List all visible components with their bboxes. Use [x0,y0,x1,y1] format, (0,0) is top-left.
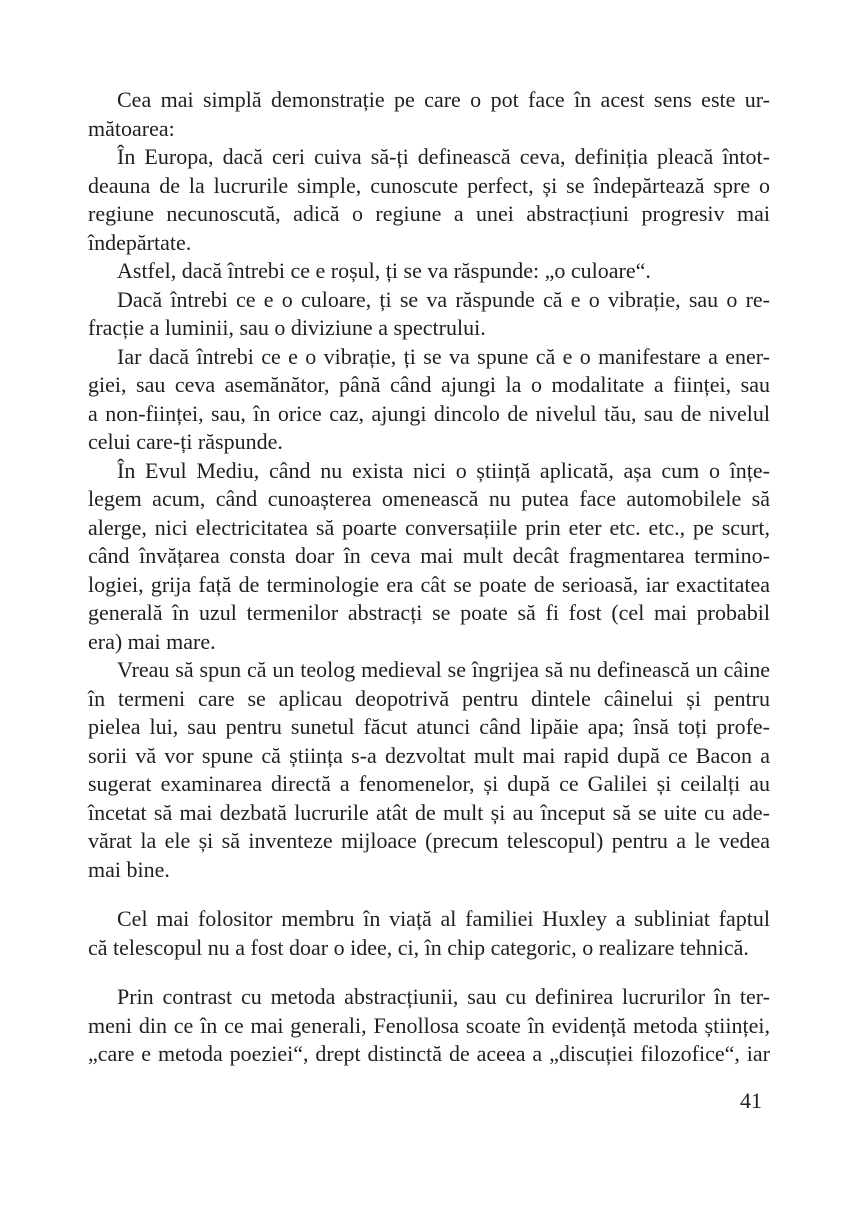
paragraph [88,343,770,457]
text-line: Vreau să spun că un teolog medieval se îngrijea să nu definească un câine [117,657,770,682]
text-line: regiune necunoscută, adică o regiune a unei abstracțiuni progresiv mai [88,201,770,226]
text-line: Dacă întrebi ce e o culoare, ți se va răspunde că e o vibrație, sau o re- [117,286,770,312]
text-line: mătoarea: [88,115,175,141]
text-line: sugerat examinarea directă a fenomenelor, și după ce Galilei și ceilalți au [88,771,770,796]
text-line: giei, sau ceva asemănător, până când ajungi la o modalitate a ființei, sau [88,372,770,397]
text-line: a non-ființei, sau, în orice caz, ajungi dincolo de nivelul tău, sau de nivelul [88,400,770,426]
text-line: când învățarea consta doar în ceva mai mult decât fragmentarea termino- [88,543,770,568]
paragraph [88,457,770,657]
text-line: Astfel, dacă întrebi ce e roșul, ți se va răspunde: „o culoare“. [117,258,651,283]
text-line: pielea lui, sau pentru sunetul făcut atunci când lipăie apa; însă toți profe- [88,714,770,739]
text-line: În Evul Mediu, când nu exista nici o știință aplicată, așa cum o înțe- [117,457,770,483]
text-line: În Europa, dacă ceri cuiva să-ți definească ceva, definiția pleacă întot- [117,144,770,169]
text-line: sorii vă vor spune că știința s-a dezvoltat mult mai rapid după ce Bacon a [88,742,770,768]
text-line: mai bine. [88,856,170,882]
text-line: în termeni care se aplicau deopotrivă pentru dintele câinelui și pentru [88,685,770,711]
text-line: logiei, grija față de terminologie era cât se poate de serioasă, iar exactitatea [88,571,770,597]
paragraph [88,143,770,257]
paragraph [88,656,770,884]
paragraph [88,905,770,962]
paragraph [88,257,770,286]
text-line: celui care-ți răspunde. [88,429,283,454]
text-line: Iar dacă întrebi ce e o vibrație, ți se va spune că e o manifestare a ener- [117,343,770,369]
page-number: 41 [740,1088,762,1113]
text-line: Cea mai simplă demonstrație pe care o pot face în acest sens este ur- [117,87,770,112]
text-line: vărat la ele și să inventeze mijloace (precum telescopul) pentru a le vedea [88,828,770,853]
text-line: legem acum, când cunoașterea omenească nu putea face automobilele să [88,486,770,511]
text-line: „care e metoda poeziei“, drept distinctă de aceea a „discuției filozofice“, iar [88,1041,770,1066]
text-line: Cel mai folositor membru în viață al familiei Huxley a subliniat faptul [117,906,770,931]
text-line: fracție a luminii, sau o diviziune a spectrului. [88,315,486,340]
paragraph [88,86,770,143]
text-line: că telescopul nu a fost doar o idee, ci, în chip categoric, o realizare tehnică. [88,934,749,960]
paragraph [88,286,770,343]
text-line: meni din ce în ce mai generali, Fenollosa scoate în evidență metoda științei, [88,1012,770,1038]
paragraph [88,983,770,1069]
text-line: alerge, nici electricitatea să poarte conversațiile prin eter etc. etc., pe scurt, [88,514,770,540]
text-line: Prin contrast cu metoda abstracțiunii, sau cu definirea lucrurilor în ter- [117,984,770,1009]
text-line: încetat să mai dezbată lucrurile atât de mult și au început să se uite cu ade- [88,799,770,825]
text-line: generală în uzul termenilor abstracți se poate să fi fost (cel mai probabil [88,600,770,625]
text-line: era) mai mare. [88,628,216,654]
text-block [88,86,770,1069]
text-line: îndepărtate. [88,229,192,255]
text-line: deauna de la lucrurile simple, cunoscute perfect, și se îndepărtează spre o [88,172,770,198]
